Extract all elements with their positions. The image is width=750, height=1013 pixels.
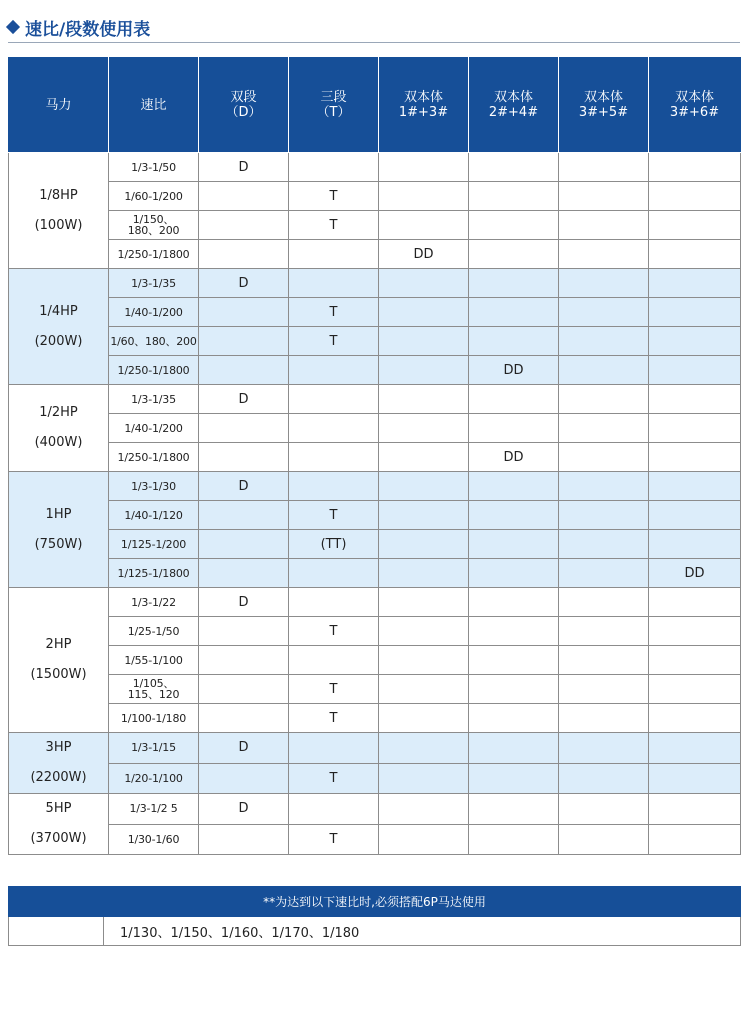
stage-mark-cell <box>469 675 559 704</box>
ratio-cell <box>109 298 199 327</box>
wattage-label: (100W) <box>34 217 83 233</box>
header-line-1: 三段 <box>320 90 347 105</box>
header-line-1: 双本体 <box>583 90 623 105</box>
ratio-text: 1/40-1/200 <box>124 305 183 319</box>
stage-mark-cell <box>559 617 649 646</box>
stage-mark-cell <box>379 646 469 675</box>
stage-mark-cell <box>649 414 741 443</box>
stage-mark-cell <box>649 824 741 855</box>
ratio-text: 1/3-1/30 <box>131 479 176 493</box>
ratio-cell <box>109 443 199 472</box>
stage-mark-cell <box>289 472 379 501</box>
stage-mark-cell <box>199 443 289 472</box>
ratio-text: 1/60、180、200 <box>110 334 197 348</box>
table-row <box>9 588 741 617</box>
stage-mark-cell <box>649 327 741 356</box>
stage-mark-cell <box>199 182 289 211</box>
header-line-1: 双本体 <box>493 90 533 105</box>
stage-mark-cell: D <box>199 153 289 182</box>
stage-mark-cell <box>559 646 649 675</box>
stage-mark-cell <box>469 704 559 733</box>
header-cell <box>199 58 289 153</box>
ratio-cell <box>109 327 199 356</box>
horsepower-cell <box>9 269 109 385</box>
stage-mark-cell: D <box>199 794 289 825</box>
stage-mark-cell: D <box>199 733 289 764</box>
ratio-text: 1/40-1/200 <box>124 421 183 435</box>
stage-mark-cell <box>469 588 559 617</box>
table-row <box>9 182 741 211</box>
stage-mark-cell <box>559 588 649 617</box>
ratio-text: 1/3-1/50 <box>131 160 176 174</box>
stage-mark-cell: T <box>289 327 379 356</box>
ratio-cell <box>109 385 199 414</box>
stage-mark-cell <box>379 298 469 327</box>
wattage-label: (1500W) <box>30 667 87 682</box>
horsepower-label: 3HP <box>45 740 72 755</box>
table-row <box>9 530 741 559</box>
speed-ratio-table <box>8 57 741 855</box>
title-divider <box>8 42 740 43</box>
ratio-text: 1/60-1/200 <box>124 189 183 203</box>
header-line-2: 3#+5# <box>578 105 629 120</box>
stage-mark-cell <box>379 327 469 356</box>
stage-mark-cell <box>649 530 741 559</box>
stage-mark-cell <box>649 588 741 617</box>
table-row <box>9 385 741 414</box>
stage-mark-cell <box>379 733 469 764</box>
stage-mark-cell <box>649 501 741 530</box>
ratio-cell <box>109 763 199 794</box>
stage-mark-cell <box>199 501 289 530</box>
table-row <box>9 211 741 240</box>
stage-mark-cell <box>649 211 741 240</box>
header-cell <box>469 58 559 153</box>
stage-mark-cell <box>289 443 379 472</box>
table-row <box>9 646 741 675</box>
note-ratio-list: 1/130、1/150、1/160、1/170、1/180 <box>104 917 741 946</box>
stage-mark-cell <box>469 794 559 825</box>
ratio-text: 1/125-1/1800 <box>117 566 190 580</box>
table-row <box>9 704 741 733</box>
stage-mark-cell <box>379 530 469 559</box>
header-line-2: 3#+6# <box>669 105 720 120</box>
stage-mark-cell <box>379 211 469 240</box>
stage-mark-cell <box>289 794 379 825</box>
header-line-2: 1#+3# <box>398 105 449 120</box>
stage-mark-cell <box>379 588 469 617</box>
ratio-cell <box>109 794 199 825</box>
ratio-text: 1/20-1/100 <box>124 771 183 785</box>
stage-mark-cell <box>379 385 469 414</box>
ratio-text: 1/30-1/60 <box>127 832 180 846</box>
stage-mark-cell <box>649 298 741 327</box>
stage-mark-cell <box>469 559 559 588</box>
table-row <box>9 327 741 356</box>
stage-mark-cell: DD <box>469 443 559 472</box>
ratio-text: 1/100-1/180 <box>120 711 187 725</box>
stage-mark-cell: T <box>289 211 379 240</box>
stage-mark-cell <box>649 385 741 414</box>
wattage-label: (400W) <box>34 435 83 450</box>
stage-mark-cell <box>289 385 379 414</box>
stage-mark-cell <box>199 414 289 443</box>
ratio-text: 1/55-1/100 <box>124 653 183 667</box>
stage-mark-cell <box>469 530 559 559</box>
table-row <box>9 443 741 472</box>
table-row <box>9 414 741 443</box>
stage-mark-cell <box>559 327 649 356</box>
ratio-cell <box>109 211 199 240</box>
six-pole-note-table <box>8 886 741 946</box>
horsepower-label: 1HP <box>45 506 72 522</box>
header-cell <box>289 58 379 153</box>
horsepower-label: 1/2HP <box>39 405 78 420</box>
stage-mark-cell <box>469 646 559 675</box>
stage-mark-cell <box>379 501 469 530</box>
stage-mark-cell <box>379 559 469 588</box>
ratio-text: 180、200 <box>127 224 180 237</box>
stage-mark-cell <box>559 559 649 588</box>
ratio-cell <box>109 559 199 588</box>
ratio-cell <box>109 414 199 443</box>
stage-mark-cell <box>289 269 379 298</box>
stage-mark-cell <box>469 240 559 269</box>
stage-mark-cell: T <box>289 617 379 646</box>
stage-mark-cell: D <box>199 472 289 501</box>
table-row <box>9 501 741 530</box>
stage-mark-cell <box>559 182 649 211</box>
stage-mark-cell: T <box>289 675 379 704</box>
ratio-text: 1/3-1/35 <box>131 392 176 406</box>
ratio-text: 1/250-1/1800 <box>117 247 190 261</box>
stage-mark-cell <box>559 733 649 764</box>
page-title-text: 速比/段数使用表 <box>25 19 151 40</box>
horsepower-cell <box>9 153 109 269</box>
ratio-text: 115、120 <box>127 688 180 701</box>
ratio-cell <box>109 824 199 855</box>
stage-mark-cell <box>289 733 379 764</box>
wattage-label: (3700W) <box>30 831 87 846</box>
stage-mark-cell <box>379 356 469 385</box>
stage-mark-cell: T <box>289 824 379 855</box>
ratio-text: 1/3-1/15 <box>131 741 176 755</box>
ratio-cell <box>109 153 199 182</box>
stage-mark-cell <box>649 182 741 211</box>
stage-mark-cell <box>559 675 649 704</box>
stage-mark-cell <box>649 269 741 298</box>
header-line-1: 双段 <box>230 90 257 105</box>
ratio-cell <box>109 646 199 675</box>
stage-mark-cell <box>199 530 289 559</box>
stage-mark-cell <box>469 211 559 240</box>
ratio-text: 1/3-1/22 <box>131 595 176 609</box>
ratio-text: 1/3-1/35 <box>131 276 176 290</box>
horsepower-cell <box>9 472 109 588</box>
stage-mark-cell <box>649 153 741 182</box>
stage-mark-cell <box>649 617 741 646</box>
ratio-text: 1/125-1/200 <box>120 537 187 551</box>
stage-mark-cell <box>559 704 649 733</box>
stage-mark-cell <box>469 385 559 414</box>
stage-mark-cell <box>469 763 559 794</box>
stage-mark-cell <box>649 763 741 794</box>
stage-mark-cell <box>199 559 289 588</box>
stage-mark-cell <box>559 794 649 825</box>
stage-mark-cell <box>559 153 649 182</box>
stage-mark-cell <box>649 240 741 269</box>
table-row <box>9 269 741 298</box>
stage-mark-cell <box>469 269 559 298</box>
header-line-1: 双本体 <box>674 90 714 105</box>
ratio-text: 1/105、 <box>132 677 175 690</box>
stage-mark-cell <box>469 153 559 182</box>
stage-mark-cell <box>649 794 741 825</box>
stage-mark-cell <box>649 443 741 472</box>
ratio-cell <box>109 472 199 501</box>
ratio-text: 1/150、 <box>132 213 175 226</box>
stage-mark-cell <box>469 298 559 327</box>
stage-mark-cell <box>559 298 649 327</box>
stage-mark-cell <box>289 559 379 588</box>
stage-mark-cell <box>199 240 289 269</box>
stage-mark-cell <box>559 501 649 530</box>
table-row <box>9 356 741 385</box>
note-header: **为达到以下速比时,必须搭配6P马达使用 <box>9 887 741 917</box>
stage-mark-cell <box>379 182 469 211</box>
stage-mark-cell <box>649 675 741 704</box>
table-row <box>9 153 741 182</box>
stage-mark-cell <box>559 211 649 240</box>
stage-mark-cell <box>559 385 649 414</box>
stage-mark-cell <box>559 824 649 855</box>
ratio-text: 1/250-1/1800 <box>117 450 190 464</box>
horsepower-cell <box>9 794 109 855</box>
stage-mark-cell <box>469 733 559 764</box>
stage-mark-cell: T <box>289 501 379 530</box>
stage-mark-cell <box>469 472 559 501</box>
table-row <box>9 763 741 794</box>
ratio-cell <box>109 356 199 385</box>
stage-mark-cell <box>199 824 289 855</box>
stage-mark-cell: DD <box>469 356 559 385</box>
stage-mark-cell <box>379 675 469 704</box>
stage-mark-cell <box>379 269 469 298</box>
horsepower-label: 5HP <box>45 801 72 816</box>
stage-mark-cell <box>379 617 469 646</box>
header-line-1: 速比 <box>140 97 167 113</box>
table-row <box>9 824 741 855</box>
wattage-label: (750W) <box>34 536 83 552</box>
horsepower-cell <box>9 588 109 733</box>
stage-mark-cell <box>649 733 741 764</box>
stage-mark-cell <box>379 794 469 825</box>
ratio-cell <box>109 530 199 559</box>
table-row <box>9 617 741 646</box>
table-row <box>9 472 741 501</box>
stage-mark-cell <box>289 646 379 675</box>
stage-mark-cell: D <box>199 385 289 414</box>
diamond-icon <box>6 20 20 34</box>
stage-mark-cell <box>469 182 559 211</box>
stage-mark-cell <box>289 153 379 182</box>
ratio-cell <box>109 733 199 764</box>
stage-mark-cell <box>289 414 379 443</box>
stage-mark-cell <box>559 443 649 472</box>
stage-mark-cell <box>289 356 379 385</box>
table-row <box>9 240 741 269</box>
stage-mark-cell <box>289 588 379 617</box>
header-cell <box>9 58 109 153</box>
stage-mark-cell <box>289 240 379 269</box>
ratio-cell <box>109 240 199 269</box>
stage-mark-cell <box>469 414 559 443</box>
ratio-cell <box>109 588 199 617</box>
stage-mark-cell <box>469 327 559 356</box>
stage-mark-cell <box>199 675 289 704</box>
stage-mark-cell <box>199 211 289 240</box>
stage-mark-cell <box>379 763 469 794</box>
header-line-1: 马力 <box>45 97 72 113</box>
stage-mark-cell <box>379 704 469 733</box>
wattage-label: (2200W) <box>30 770 87 785</box>
page-title <box>8 14 150 40</box>
horsepower-cell <box>9 385 109 472</box>
header-cell <box>649 58 741 153</box>
wattage-label: (200W) <box>34 333 83 349</box>
stage-mark-cell <box>379 824 469 855</box>
ratio-text: 1/40-1/120 <box>124 508 183 522</box>
table-row <box>9 794 741 825</box>
stage-mark-cell <box>199 356 289 385</box>
stage-mark-cell: T <box>289 182 379 211</box>
header-line-2: 2#+4# <box>488 105 539 120</box>
stage-mark-cell <box>559 763 649 794</box>
stage-mark-cell <box>199 327 289 356</box>
stage-mark-cell <box>559 269 649 298</box>
header-line-2: （D） <box>225 105 262 120</box>
stage-mark-cell: D <box>199 588 289 617</box>
stage-mark-cell: DD <box>379 240 469 269</box>
stage-mark-cell <box>379 153 469 182</box>
stage-mark-cell <box>649 356 741 385</box>
ratio-text: 1/250-1/1800 <box>117 363 190 377</box>
stage-mark-cell: (TT) <box>289 530 379 559</box>
stage-mark-cell: T <box>289 298 379 327</box>
header-cell <box>379 58 469 153</box>
stage-mark-cell <box>559 414 649 443</box>
ratio-cell <box>109 617 199 646</box>
table-row <box>9 298 741 327</box>
horsepower-cell <box>9 733 109 794</box>
ratio-cell <box>109 704 199 733</box>
stage-mark-cell <box>379 472 469 501</box>
table-row <box>9 675 741 704</box>
stage-mark-cell <box>199 704 289 733</box>
table-row <box>9 733 741 764</box>
ratio-cell <box>109 501 199 530</box>
horsepower-label: 1/8HP <box>39 187 78 203</box>
ratio-text: 1/25-1/50 <box>127 624 180 638</box>
stage-mark-cell <box>649 646 741 675</box>
stage-mark-cell: T <box>289 704 379 733</box>
header-line-2: （T） <box>316 105 351 120</box>
header-cell <box>109 58 199 153</box>
header-line-1: 双本体 <box>403 90 443 105</box>
stage-mark-cell <box>559 530 649 559</box>
stage-mark-cell <box>559 356 649 385</box>
stage-mark-cell <box>559 240 649 269</box>
stage-mark-cell <box>559 472 649 501</box>
note-blank-cell <box>9 917 104 946</box>
ratio-cell <box>109 182 199 211</box>
stage-mark-cell <box>469 824 559 855</box>
stage-mark-cell <box>649 472 741 501</box>
stage-mark-cell <box>469 501 559 530</box>
stage-mark-cell <box>199 298 289 327</box>
stage-mark-cell <box>649 704 741 733</box>
horsepower-label: 1/4HP <box>39 303 78 319</box>
stage-mark-cell: D <box>199 269 289 298</box>
stage-mark-cell: T <box>289 763 379 794</box>
stage-mark-cell <box>379 414 469 443</box>
horsepower-label: 2HP <box>45 637 72 652</box>
table-header-row <box>9 58 741 153</box>
stage-mark-cell <box>199 617 289 646</box>
stage-mark-cell <box>199 763 289 794</box>
ratio-cell <box>109 675 199 704</box>
stage-mark-cell <box>379 443 469 472</box>
header-cell <box>559 58 649 153</box>
stage-mark-cell <box>199 646 289 675</box>
stage-mark-cell <box>469 617 559 646</box>
stage-mark-cell: DD <box>649 559 741 588</box>
ratio-text: 1/3-1/2 5 <box>129 802 178 816</box>
ratio-cell <box>109 269 199 298</box>
table-row <box>9 559 741 588</box>
